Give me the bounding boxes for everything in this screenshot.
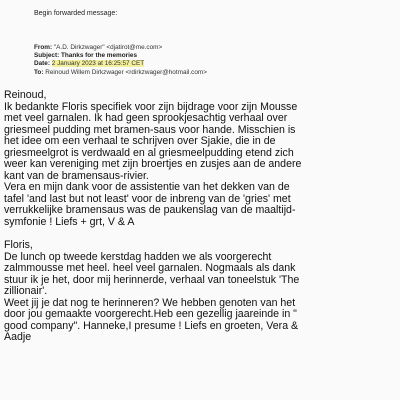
- body-line: Reinoud,: [4, 89, 47, 101]
- date-value: 2 January 2023 at 16:25:57 CET: [51, 60, 145, 68]
- body-line: Aadje: [4, 331, 32, 344]
- subject-line: [34, 52, 207, 60]
- body-line: tafel 'and last but not least' voor de inbreng van de 'gries' met: [4, 192, 291, 205]
- body-line: kant van de bramensaus-rivier.: [4, 169, 149, 182]
- to-key: To:: [34, 68, 44, 76]
- paragraph-gap: [4, 229, 398, 241]
- email-body: [4, 90, 398, 344]
- body-line: zalmmousse met heel. heel veel garnalen. Nogmaals als dank: [4, 262, 296, 275]
- body-line: het idee om een verhaal te schrijven over Sjakie, die in de: [4, 135, 276, 148]
- body-line: Ik bedankte Floris specifiek voor zijn bijdrage voor zijn Mousse: [4, 100, 298, 113]
- body-line: Vera en mijn dank voor de assistentie van het dekken van de: [4, 181, 290, 194]
- body-line: griesmeelgrot is verdwaald en al griesmeelpudding etend zich: [4, 146, 294, 159]
- to-value: Reinoud Willem Dirkzwager <rdirkzwager@hotmail.com>: [45, 68, 207, 76]
- body-line: met veel garnalen. Ik had geen sprookjesachtig verhaal over: [4, 112, 288, 125]
- from-key: From:: [34, 44, 53, 51]
- to-line: [34, 69, 207, 77]
- subject-key: Subject:: [34, 52, 60, 60]
- body-line: De lunch op tweede kerstdag hadden we als voorgerecht: [4, 250, 272, 263]
- date-key: Date:: [34, 60, 50, 68]
- subject-value: Thanks for the memories: [61, 52, 137, 60]
- body-line: stuur ik je het, door mij herinnerde, verhaal van toneelstuk 'The: [4, 273, 300, 286]
- body-line: Weet jij je dat nog te herinneren? We hebben genoten van het: [4, 296, 296, 309]
- body-line: verrukkelijke bramensaus was de paukenslag van de maaltijd-: [4, 204, 296, 217]
- body-line: symfonie ! Liefs + grt, V & A: [4, 216, 135, 229]
- from-value: "A.D. Dirkzwager" <djatirot@me.com>: [53, 44, 163, 51]
- forwarded-message-note: Begin forwarded message:: [34, 10, 118, 17]
- body-line: griesmeel pudding met bramen-saus voor hande. Misschien is: [4, 123, 296, 136]
- from-line: [34, 44, 207, 52]
- date-line: [34, 60, 207, 68]
- body-line: zillionair'.: [4, 285, 48, 298]
- body-line: Floris,: [4, 239, 33, 252]
- body-line: weer kan vereniging met zijn broertjes en zusjes aan de andere: [4, 158, 302, 171]
- email-headers: [34, 44, 207, 77]
- body-line: door jou gemaakte voorgerecht.Heb een gezellig jaareinde in ": [4, 308, 297, 321]
- body-line: good company". Hanneke,I presume ! Liefs en groeten, Vera &: [4, 319, 299, 332]
